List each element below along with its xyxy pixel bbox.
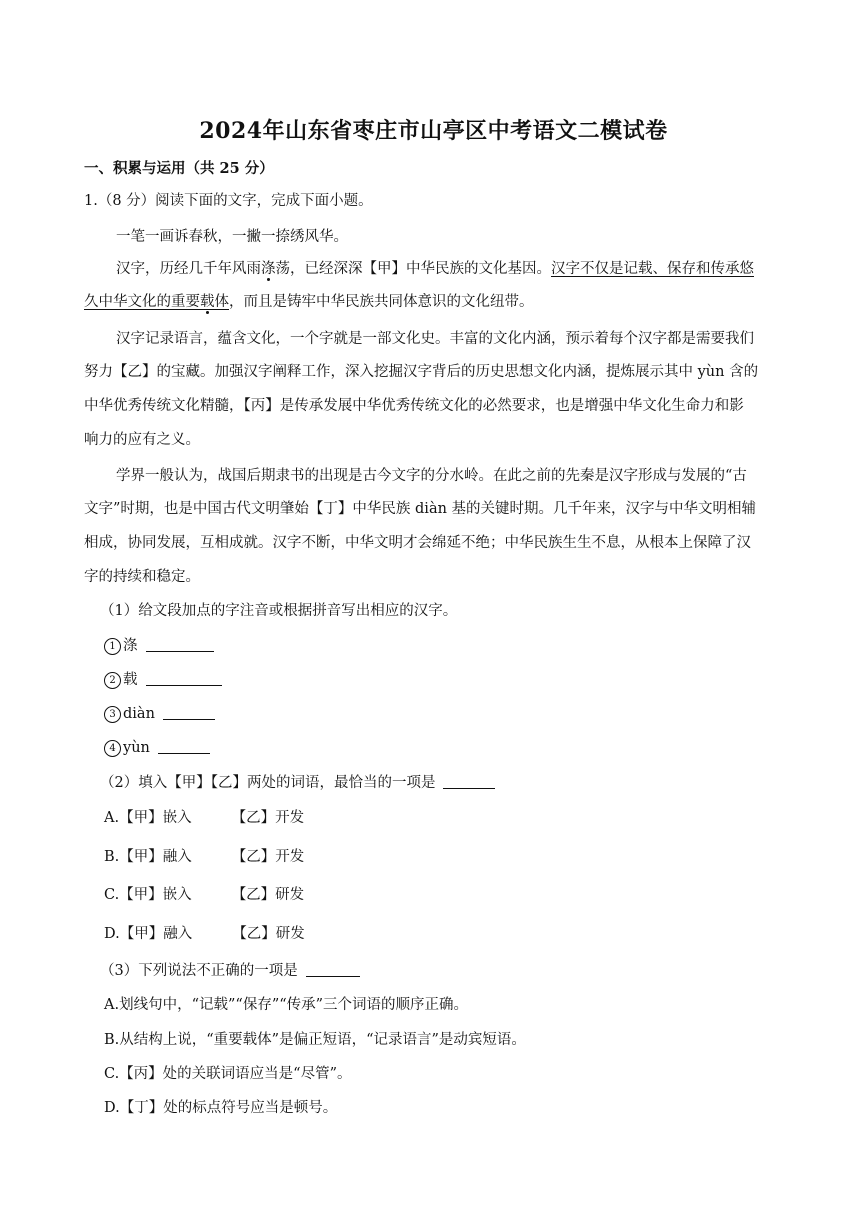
answer-item: 4 yùn bbox=[104, 738, 210, 758]
answer-blank[interactable] bbox=[163, 705, 215, 720]
passage-line: 久中华文化的重要载体，而且是铸牢中华民族共同体意识的文化纽带。 bbox=[84, 294, 534, 310]
passage-line: 中华优秀传统文化精髓，【丙】是传承发展中华优秀传统文化的必然要求，也是增强中华文化生命力和影 bbox=[84, 398, 744, 414]
circled-number: 4 bbox=[104, 740, 121, 757]
answer-blank[interactable] bbox=[158, 739, 210, 754]
option-c: C.【丙】处的关联词语应当是“尽管”。 bbox=[104, 1066, 352, 1082]
underlined-sentence: 久中华文化的重要 bbox=[84, 294, 200, 310]
passage-line: 汉字记录语言，蕴含文化，一个字就是一部文化史。丰富的文化内涵，预示着每个汉字都是需要我们 bbox=[116, 331, 754, 347]
sub-question: （2）填入【甲】【乙】两处的词语，最恰当的一项是 bbox=[100, 773, 495, 793]
dotted-char: 涤 bbox=[261, 261, 276, 277]
passage-line: 一笔一画诉春秋，一撇一捺绣风华。 bbox=[116, 229, 348, 245]
passage-line: 汉字，历经几千年风雨涤荡，已经深深【甲】中华民族的文化基因。汉字不仅是记载、保存和传承悠 bbox=[116, 261, 754, 277]
circled-number: 3 bbox=[104, 706, 121, 723]
option-a: A.【甲】嵌入 【乙】开发 bbox=[104, 810, 305, 826]
answer-item: 3 diàn bbox=[104, 704, 215, 724]
option-b: B.从结构上说，“重要载体”是偏正短语，“记录语言”是动宾短语。 bbox=[104, 1032, 526, 1048]
option-a: A.划线句中，“记载”“保存”“传承”三个词语的顺序正确。 bbox=[104, 997, 469, 1013]
answer-item: 1 涤 bbox=[104, 636, 214, 656]
passage-line: 响力的应有之义。 bbox=[84, 432, 200, 448]
passage-line: 努力【乙】的宝藏。加强汉字阐释工作，深入挖掘汉字背后的历史思想文化内涵，提炼展示其中 yùn 含的 bbox=[84, 364, 759, 380]
passage-line: 文字”时期，也是中国古代文明肇始【丁】中华民族 diàn 基的关键时期。几千年来，汉字与中华文明相辅 bbox=[84, 501, 757, 517]
circled-number: 2 bbox=[104, 672, 121, 689]
sub-question: （1）给文段加点的字注音或根据拼音写出相应的汉字。 bbox=[100, 603, 458, 619]
answer-item: 2 载 bbox=[104, 670, 222, 690]
sub-question: （3）下列说法不正确的一项是 bbox=[100, 961, 360, 981]
dotted-char: 载 bbox=[200, 294, 215, 310]
passage-line: 字的持续和稳定。 bbox=[84, 569, 200, 585]
answer-blank[interactable] bbox=[306, 962, 360, 977]
page-title: 2024年山东省枣庄市山亭区中考语文二模试卷 bbox=[199, 118, 668, 144]
answer-blank[interactable] bbox=[443, 774, 495, 789]
option-d: D.【丁】处的标点符号应当是顿号。 bbox=[104, 1100, 338, 1116]
underlined-sentence: 汉字不仅是记载、保存和传承悠 bbox=[551, 261, 754, 277]
question-stem: 1.（8 分）阅读下面的文字，完成下面小题。 bbox=[84, 193, 373, 209]
option-d: D.【甲】融入 【乙】研发 bbox=[104, 926, 305, 942]
option-c: C.【甲】嵌入 【乙】研发 bbox=[104, 887, 305, 903]
answer-blank[interactable] bbox=[146, 637, 214, 652]
passage-line: 相成，协同发展，互相成就。汉字不断，中华文明才会绵延不绝；中华民族生生不息，从根本上保障了汉 bbox=[84, 535, 751, 551]
section-heading: 一、积累与运用（共 25 分） bbox=[84, 160, 274, 177]
passage-line: 学界一般认为，战国后期隶书的出现是古今文字的分水岭。在此之前的先秦是汉字形成与发展的“古 bbox=[116, 468, 747, 484]
option-b: B.【甲】融入 【乙】开发 bbox=[104, 849, 305, 865]
answer-blank[interactable] bbox=[146, 671, 222, 686]
circled-number: 1 bbox=[104, 638, 121, 655]
